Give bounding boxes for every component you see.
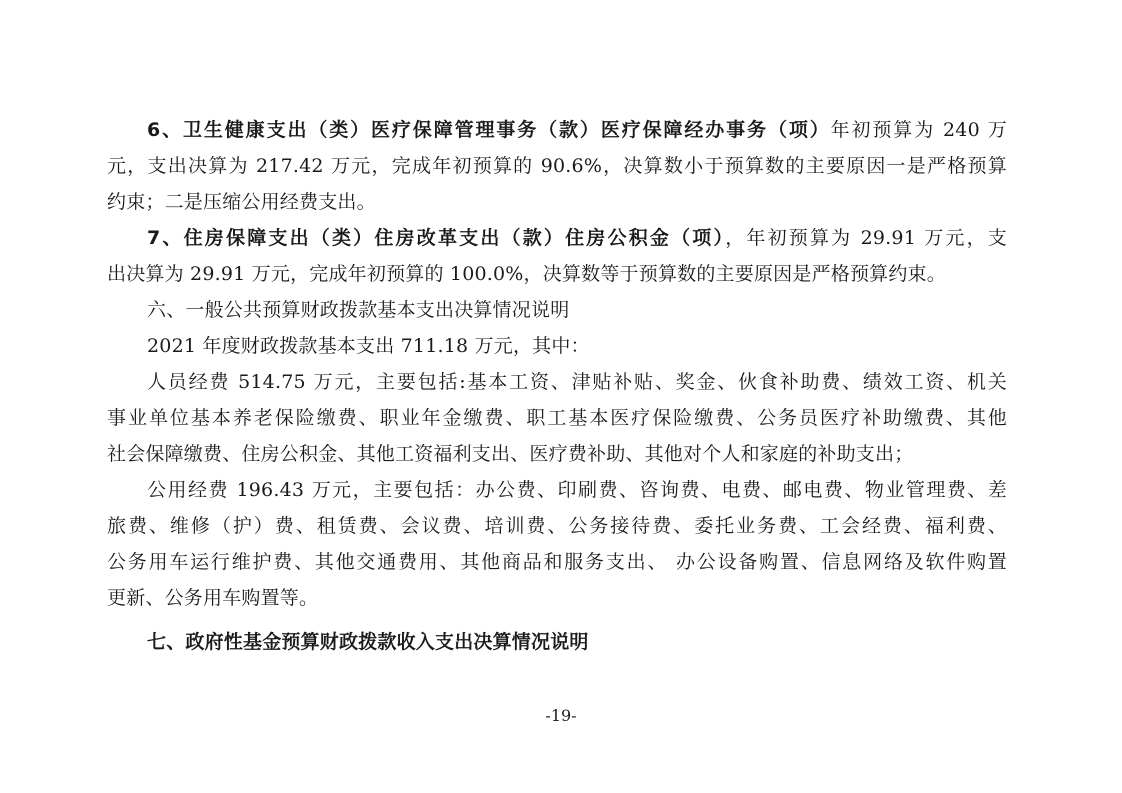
page-number: -19-	[545, 706, 577, 725]
personnel-line-2: 事业单位基本养老保险缴费、职业年金缴费、职工基本医疗保险缴费、公务员医疗补助缴费、其他	[107, 407, 1007, 429]
section7-heading: 七、政府性基金预算财政拨款收入支出决算情况说明	[147, 631, 589, 653]
para7-line2: 出决算为 29.91 万元，完成年初预算的 100.0%，决算数等于预算数的主要原因是严格预算约束。	[107, 263, 946, 285]
para6-line1-rest: 年初预算为 240 万	[830, 119, 1008, 141]
para7-bold-label: 7、住房保障支出（类）住房改革支出（款）住房公积金（项）	[147, 227, 726, 249]
section6-heading: 六、一般公共预算财政拨款基本支出决算情况说明	[147, 299, 570, 321]
para6-line3: 约束；二是压缩公用经费支出。	[107, 191, 376, 213]
public-line-4: 更新、公务用车购置等。	[107, 587, 319, 609]
para7-line1-rest: ，年初预算为 29.91 万元，支	[725, 227, 1008, 249]
public-line-1: 公用经费 196.43 万元，主要包括：办公费、印刷费、咨询费、电费、邮电费、物业管理费、差	[147, 479, 1007, 501]
document-body	[107, 112, 1007, 660]
public-line-2: 旅费、维修（护）费、租赁费、会议费、培训费、公务接待费、委托业务费、工会经费、福利费、	[107, 515, 1007, 537]
public-line-3: 公务用车运行维护费、其他交通费用、其他商品和服务支出、 办公设备购置、信息网络及软件购置	[107, 551, 1007, 573]
para7-line1	[107, 220, 1007, 256]
section6-summary: 2021 年度财政拨款基本支出 711.18 万元，其中：	[147, 335, 590, 357]
personnel-line-3: 社会保障缴费、住房公积金、其他工资福利支出、医疗费补助、其他对个人和家庭的补助支出；	[107, 443, 914, 465]
para6-line2: 元，支出决算为 217.42 万元，完成年初预算的 90.6%，决算数小于预算数的主要原因一是严格预算	[107, 155, 1007, 177]
para6-bold-label: 6、卫生健康支出（类）医疗保障管理事务（款）医疗保障经办事务（项）	[147, 119, 831, 141]
personnel-line-1: 人员经费 514.75 万元，主要包括:基本工资、津贴补贴、奖金、伙食补助费、绩效工资、机关	[147, 371, 1007, 393]
para6-line1	[107, 112, 1007, 148]
